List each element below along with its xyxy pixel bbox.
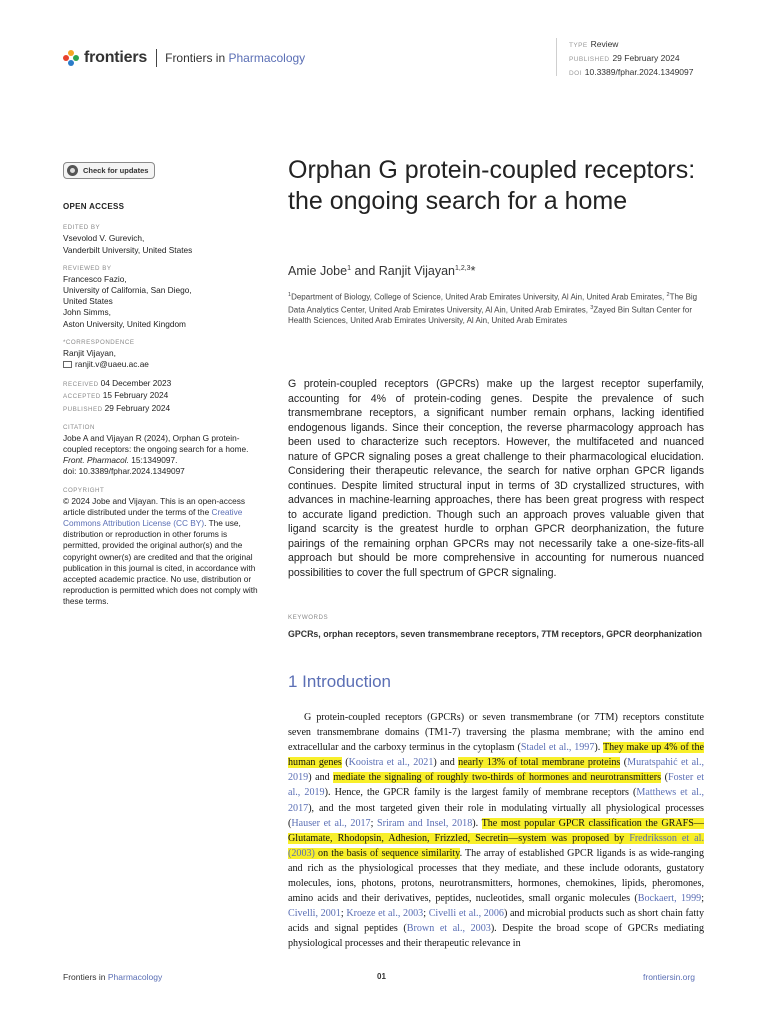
edited-by-label: EDITED BY (63, 224, 101, 232)
doi-value[interactable]: 10.3389/fphar.2024.1349097 (584, 67, 694, 77)
footer-site-link[interactable]: frontiersin.org (643, 972, 695, 982)
doi-label: DOI (569, 70, 582, 77)
reference-link[interactable]: Stadel et al., 1997 (520, 742, 595, 754)
reference-link[interactable]: Civelli et al., 2006 (428, 908, 504, 920)
frontiers-logo-icon (63, 50, 79, 66)
body-text: ( (341, 757, 349, 769)
reference-link[interactable]: Matthews et al., 2017 (288, 787, 704, 814)
citation-journal: Front. Pharmacol. (63, 455, 129, 466)
body-text: ; (701, 893, 704, 905)
body-text: ) and microbial products such as short chain fatty acids and signal peptides ( (288, 908, 704, 935)
reviewer-affiliation: University of California, San Diego, (63, 285, 192, 296)
footer-journal-prefix: Frontiers in (63, 972, 108, 982)
highlight: on the basis of sequence similarity (314, 847, 460, 859)
article-sidebar (63, 162, 259, 616)
citation-text: Jobe A and Vijayan R (2024), Orphan G protein-coupled receptors: the ongoing search for a home. (63, 432, 249, 455)
journal-title: Pharmacology (228, 51, 306, 65)
correspondence-label: *CORRESPONDENCE (63, 338, 135, 346)
affil-sup: 2 (666, 292, 670, 298)
citation-doi[interactable]: doi: 10.3389/fphar.2024.1349097 (63, 466, 185, 477)
open-access-label: OPEN ACCESS (63, 202, 125, 212)
body-text: ) and (308, 772, 334, 784)
reference-link[interactable]: Muratspahić et al., 2019 (288, 757, 704, 784)
citation-volume: 15:1349097. (128, 455, 178, 466)
keywords-label: KEYWORDS (288, 614, 329, 621)
keywords: GPCRs, orphan receptors, seven transmembrane receptors, 7TM receptors, GPCR deorphanization (288, 629, 703, 639)
edited-by-section (63, 223, 259, 255)
accepted-date: 15 February 2024 (102, 390, 169, 401)
body-text: ). (472, 817, 482, 829)
highlight: nearly 13% of total membrane proteins (458, 757, 621, 769)
body-text: ; (423, 908, 429, 920)
check-updates-label: Check for updates (83, 166, 149, 175)
copyright-text-part: © 2024 Jobe and Vijayan. This is an open-access article distributed under the terms of the (63, 495, 246, 517)
copyright-label: COPYRIGHT (63, 486, 105, 494)
correspondence-section (63, 338, 259, 370)
affiliation: Zayed Bin Sultan Center for Health Sciences, United Arab Emirates University, Al Ain, United Arab Emirates (288, 305, 692, 326)
affil-sup: 1 (288, 292, 292, 298)
reference-link[interactable]: Kooistra et al., 2021 (348, 757, 434, 769)
body-text: ). Despite the broad scope of GPCRs mediating physiological processes and their therapeutic relevance in (288, 923, 704, 950)
brand-wordmark: frontiers (84, 49, 148, 66)
reference-link[interactable]: Brown et al., 2003 (406, 923, 491, 935)
highlight: The most popular GPCR classification the GRAFS—Glutamate, Rhodopsin, Adhesion, Frizzled, Secretin—system was proposed by (288, 817, 704, 844)
intro-paragraph (288, 710, 704, 952)
reviewer-name: John Simms, (63, 307, 111, 318)
author-list (288, 264, 475, 278)
reviewer-affiliation: Aston University, United Kingdom (63, 318, 186, 329)
type-value: Review (590, 39, 619, 49)
logo-divider (156, 49, 157, 67)
reviewer-affiliation: United States (63, 296, 113, 307)
editor-name: Vsevolod V. Gurevich, (63, 233, 145, 244)
published-value: 29 February 2024 (612, 53, 680, 63)
highlighted-reference-link[interactable]: Fredriksson et al. (2003) (288, 832, 704, 859)
author-conjunction: and (350, 264, 379, 278)
author-name[interactable]: Amie Jobe (288, 264, 348, 278)
received-date: 04 December 2023 (100, 378, 172, 389)
reviewed-by-label: REVIEWED BY (63, 264, 112, 272)
journal-prefix: Frontiers in (165, 51, 229, 65)
body-text: ). Hence, the GPCR family is the largest family of membrane receptors ( (324, 787, 637, 799)
published-label: PUBLISHED (63, 405, 103, 413)
article-meta (556, 38, 693, 76)
body-text: ). (594, 742, 603, 754)
dates-section (63, 378, 259, 415)
page-number: 01 (377, 972, 386, 981)
body-text: G protein-coupled receptors (GPCRs) or seven transmembrane (or 7TM) receptors constitute seven transmembrane domains (TM1-7) traversing the plasma membrane; with the amino end extracellular and the carboxy terminus in the cytoplasm ( (288, 712, 704, 754)
editor-affiliation: Vanderbilt University, United States (63, 244, 193, 255)
affiliation: The Big Data Analytics Center, United Arab Emirates University, Al Ain, United Arab Emirates, (288, 292, 698, 315)
affil-sup: 3 (590, 305, 594, 312)
author-affil-sup: 1,2,3 (454, 264, 471, 272)
received-label: RECEIVED (63, 381, 99, 389)
type-label: TYPE (569, 42, 588, 49)
body-text: . The array of established GPCR ligands is as wide-ranging and rich as the physiological processes that they mediate, and these include odorants, gustatory molecules, ions, photons, protons, neurotransmitters, hormones, chemokines, lipids, pheromones, amino acids and their derivatives, peptides, nucleotides, small organic molecules ( (288, 847, 704, 905)
affiliations (288, 290, 708, 327)
body-text: ), and the most targeted given their role in modulating virtually all physiological processes ( (288, 802, 704, 829)
corresponding-mark: * (470, 264, 476, 278)
reference-link[interactable]: Kroeze et al., 2003 (346, 908, 424, 920)
reviewed-by-section (63, 264, 259, 330)
body-text: ; (370, 817, 378, 829)
check-updates-icon (67, 165, 78, 176)
body-text: ( (620, 757, 628, 769)
reference-link[interactable]: Sriram and Insel, 2018 (377, 817, 473, 829)
license-link[interactable]: Creative Commons Attribution License (CC BY) (63, 506, 243, 529)
body-text: ) and (433, 757, 459, 769)
reference-link[interactable]: Bockaert, 1999 (637, 893, 702, 905)
body-text: ; (340, 908, 347, 920)
highlight: mediate the signaling of roughly two-thirds of hormones and neurotransmitters (333, 772, 662, 784)
abstract: G protein-coupled receptors (GPCRs) make up the largest receptor superfamily, accounting for 4% of protein-coding genes. Despite the prevalence of such transmembrane receptors, a significant number remain orphans, lacking identified endogenous ligands. Since their conception, the reverse pharmacology approach has been used to characterize such receptors. However, the multifaceted and nuanced nature of GPCR signaling poses a great challenge to their pharmacological elucidation. Considering their therapeutic relevance, the search for native orphan GPCR ligands continues. Despite limited structural input in terms of 3D crystallized structures, with advances in machine-learning approaches, there has been great progress with respect to accurate ligand prediction. Though such an approach proves valuable given that ligand scarcity is the greatest hurdle to orphan GPCR deorphanization, the future pairings of the remaining orphan GPCRs may not necessarily take a one-size-fits-all approach but should be more comprehensive in accounting for numerous nuanced possibilities to cover the full spectrum of GPCR signaling. (288, 378, 704, 579)
citation-section (63, 423, 259, 478)
copyright-text-part: . The use, distribution or reproduction in other forums is permitted, provided the original author(s) and the copyright owner(s) are credited and that the original publication in this journal is cited, in accordance with accepted academic practice. No use, distribution or reproduction is permitted which does not comply with these terms. (63, 518, 258, 607)
journal-name (165, 51, 305, 65)
article-title: Orphan G protein-coupled receptors: the ongoing search for a home (288, 156, 696, 215)
footer-journal-name: Pharmacology (107, 972, 163, 982)
copyright-section (63, 486, 259, 608)
check-updates-button[interactable] (63, 162, 155, 179)
correspondence-email[interactable]: ranjit.v@uaeu.ac.ae (75, 359, 149, 370)
reference-link[interactable]: Civelli, 2001 (288, 908, 341, 920)
reference-link[interactable]: Hauser et al., 2017 (291, 817, 371, 829)
published-date: 29 February 2024 (104, 402, 171, 413)
author-name[interactable]: Ranjit Vijayan (378, 264, 455, 278)
reference-link[interactable]: Foster et al., 2019 (288, 772, 705, 799)
author-affil-sup: 1 (347, 264, 351, 272)
footer-journal (63, 972, 162, 982)
section-heading: 1 Introduction (288, 672, 392, 691)
body-text: ( (661, 772, 668, 784)
correspondence-name: Ranjit Vijayan, (63, 347, 116, 358)
accepted-label: ACCEPTED (63, 393, 101, 401)
highlight: They make up 4% of the human genes (288, 742, 704, 769)
affiliation: Department of Biology, College of Science, United Arab Emirates University, Al Ain, United Arab Emirates, (291, 292, 667, 302)
mail-icon (63, 361, 72, 368)
frontiers-logo[interactable] (63, 48, 305, 68)
reviewer-name: Francesco Fazio, (63, 273, 127, 284)
copyright-text (63, 496, 259, 608)
citation-label: CITATION (63, 423, 95, 431)
published-label: PUBLISHED (569, 56, 610, 63)
